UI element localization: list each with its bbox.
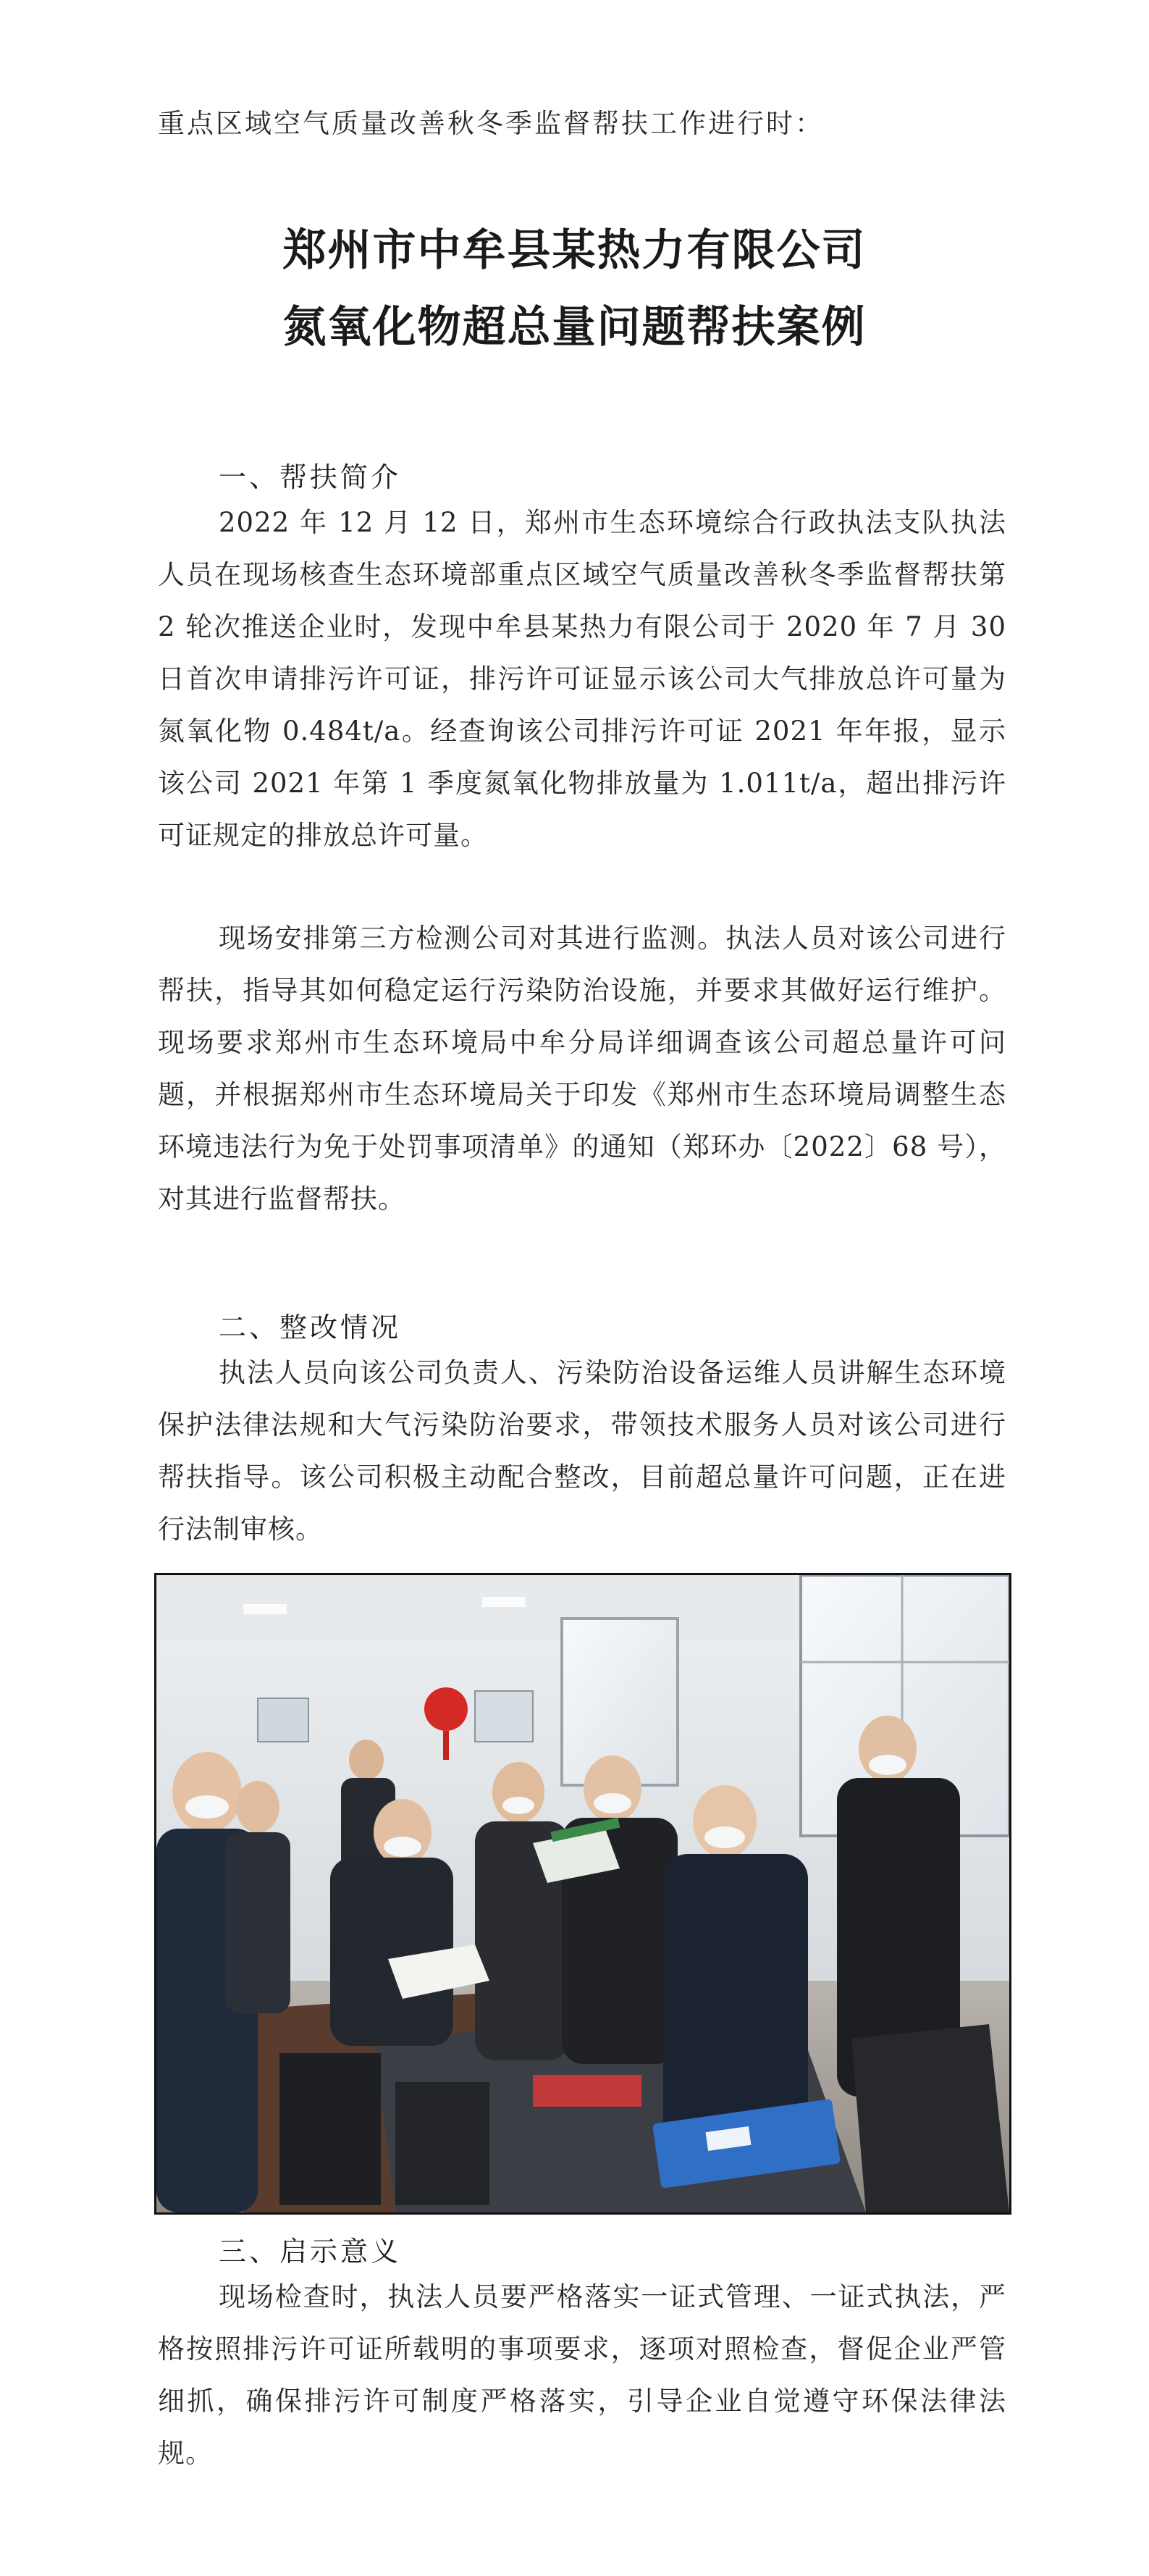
red-lantern [424, 1687, 468, 1731]
inspection-photo-illustration [156, 1575, 1009, 2212]
monitor-center [395, 2082, 489, 2205]
section-intro-paragraph-2: 现场安排第三方检测公司对其进行监测。执法人员对该公司进行帮扶，指导其如何稳定运行污染防治设施，并要求其做好运行维护。现场要求郑州市生态环境局中牟分局详细调查该公司超总量许可问题，并根据郑州市生态环境局关于印发《郑州市生态环境局调整生态环境违法行为免于处罚事项清单》的通知（郑环办〔2022〕68 号），对其进行监督帮扶。 [158, 923, 1006, 1214]
ceiling-light-2 [482, 1597, 526, 1607]
section-significance-paragraph: 现场检查时，执法人员要严格落实一证式管理、一证式执法，严格按照排污许可证所载明的事项要求，逐项对照检查，督促企业严管细抓，确保排污许可制度严格落实，引导企业自觉遵守环保法律法规。 [158, 2281, 1006, 2469]
inspection-photo [154, 1573, 1011, 2215]
red-folder [533, 2075, 641, 2107]
document-title-line-2: 氮氧化物超总量问题帮扶案例 [282, 302, 867, 353]
section-intro-paragraph-1: 2022 年 12 月 12 日，郑州市生态环境综合行政执法支队执法人员在现场核查生态环境部重点区域空气质量改善秋冬季监督帮扶第 2 轮次推送企业时，发现中牟县某热力有限公司于 2020 年 7 月 30 日首次申请排污许可证，排污许可证显示该公司大气排放总许可量为氮氧化物 0.484t/a。经查询该公司排污许可证 2021 年年报，显示该公司 2021 年第 1 季度氮氧化物排放量为 1.011t/a，超出排污许可证规定的排放总许可量。 [158, 507, 1006, 851]
document-header: 重点区域空气质量改善秋冬季监督帮扶工作进行时： [158, 108, 824, 139]
notice-board-2 [475, 1691, 533, 1742]
ceiling-light-1 [243, 1604, 287, 1614]
section-heading-significance: 三、启示意义 [219, 2236, 402, 2267]
section-rectification-paragraph: 执法人员向该公司负责人、污染防治设备运维人员讲解生态环境保护法律法规和大气污染防治要求，带领技术服务人员对该公司进行帮扶指导。该公司积极主动配合整改，目前超总量许可问题，正在进行法制审核。 [158, 1357, 1006, 1545]
section-heading-intro: 一、帮扶简介 [219, 461, 402, 493]
monitor-left [279, 2053, 381, 2205]
notice-board-1 [258, 1698, 308, 1742]
office-chair [851, 2024, 1009, 2212]
document-title-line-1: 郑州市中牟县某热力有限公司 [282, 225, 867, 276]
section-heading-rectification: 二、整改情况 [219, 1312, 402, 1343]
